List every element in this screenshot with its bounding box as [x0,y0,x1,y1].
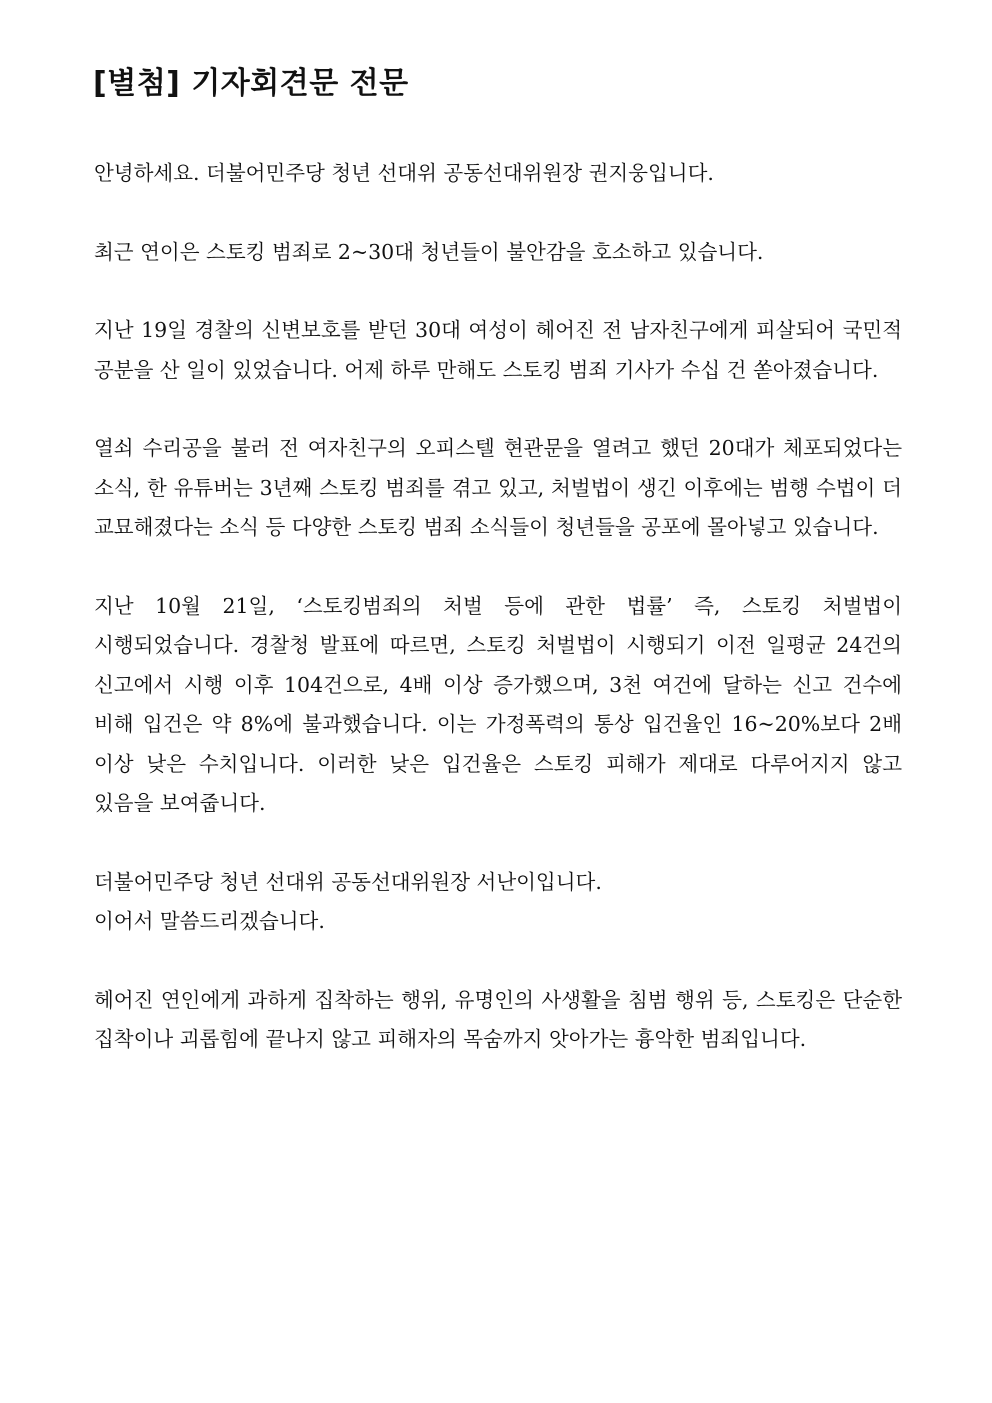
paragraph-greeting-seo: 더불어민주당 청년 선대위 공동선대위원장 서난이입니다. [94,869,602,894]
paragraph-murder-case: 지난 19일 경찰의 신변보호를 받던 30대 여성이 헤어진 전 남자친구에게 피살되어 국민적 공분을 산 일이 있었습니다. 어제 하루 만해도 스토킹 범죄 기사가 수십 건 쏟아졌습니다. [94,318,902,382]
paragraph-stalking-news: 열쇠 수리공을 불러 전 여자친구의 오피스텔 현관문을 열려고 했던 20대가 체포되었다는 소식, 한 유튜버는 3년째 스토킹 범죄를 겪고 있고, 처벌법이 생긴 이후에는 범행 수법이 더 교묘해졌다는 소식 등 다양한 스토킹 범죄 소식들이 청년들을 공포에 몰아넣고 있습니다. [94,436,902,539]
paragraph-stalking-anxiety: 최근 연이은 스토킹 범죄로 2~30대 청년들이 불안감을 호소하고 있습니다. [94,239,764,264]
paragraph-stalking-crime-definition: 헤어진 연인에게 과하게 집착하는 행위, 유명인의 사생활을 침범 행위 등, 스토킹은 단순한 집착이나 괴롭힘에 끝나지 않고 피해자의 목숨까지 앗아가는 흉악한 범죄입니다. [94,987,902,1051]
document-body [94,154,902,1099]
paragraph-greeting-kwon: 안녕하세요. 더불어민주당 청년 선대위 공동선대위원장 권지웅입니다. [94,161,714,185]
paragraph-punishment-law-statistics: 지난 10월 21일, ‘스토킹범죄의 처벌 등에 관한 법률’ 즉, 스토킹 처벌법이 시행되었습니다. 경찰청 발표에 따르면, 스토킹 처벌법이 시행되기 이전 일평균 24건의 신고에서 시행 이후 104건으로, 4배 이상 증가했으며, 3천 여건에 달하는 신고 건수에 비해 입건은 약 8%에 불과했습니다. 이는 가정폭력의 통상 입건율인 16~20%보다 2배 이상 낮은 수치입니다. 이러한 낮은 입건율은 스토킹 피해가 제대로 다루어지지 않고 있음을 보여줍니다. [94,593,902,815]
document-title: [별첨] 기자회견문 전문 [93,66,409,101]
paragraph-continuation: 이어서 말씀드리겠습니다. [94,909,325,933]
